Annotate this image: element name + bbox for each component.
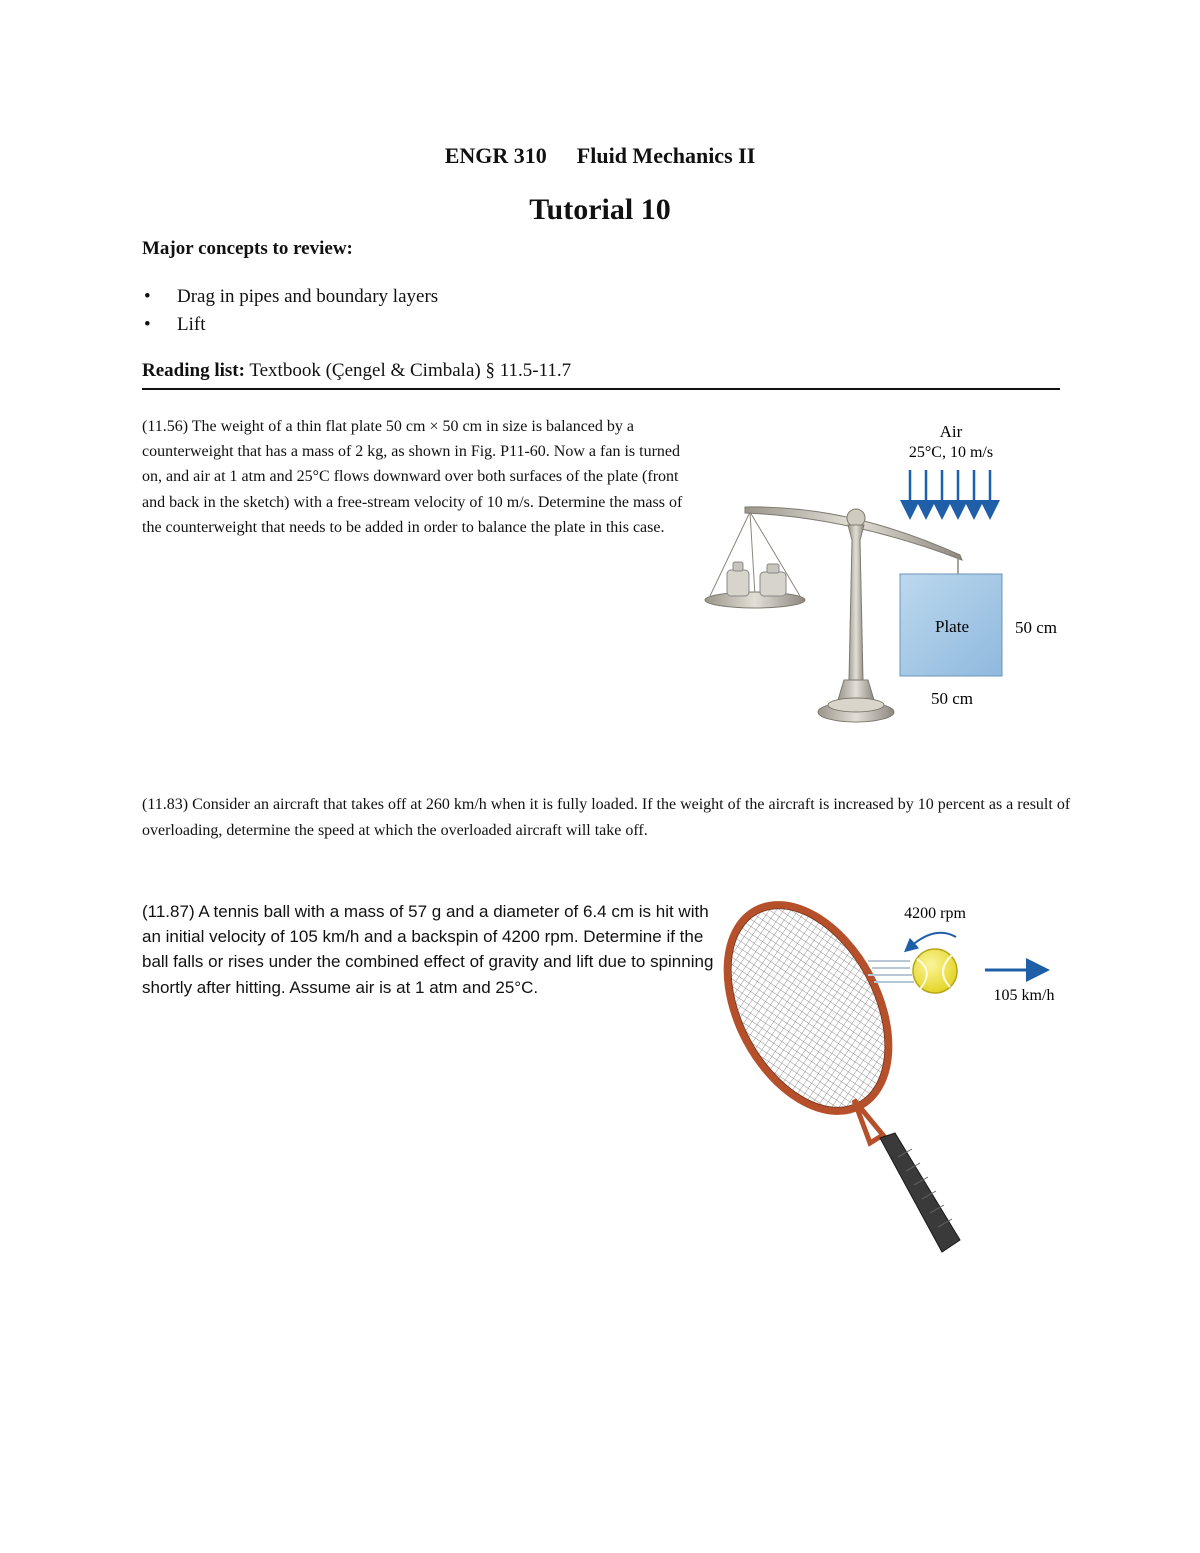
list-item-label: Lift: [177, 314, 206, 335]
reading-text: Textbook (Çengel & Cimbala) § 11.5-11.7: [244, 360, 572, 381]
course-name: Fluid Mechanics II: [576, 143, 756, 168]
plate-width-label: 50 cm: [930, 689, 974, 708]
reading-label: Reading list:: [142, 360, 245, 381]
concepts-heading: Major concepts to review:: [142, 238, 353, 259]
reading-list: [142, 360, 571, 382]
course-code: ENGR 310: [444, 143, 547, 168]
air-flow-arrows-icon: [910, 470, 990, 510]
course-heading: [0, 143, 1200, 169]
spin-label: 4200 rpm: [904, 905, 966, 922]
problem-11-87-text: (11.87) A tennis ball with a mass of 57 g and a diameter of 6.4 cm is hit with an initial velocity of 105 km/h and a backspin of 4200 rpm. Determine if the ball falls or rises under the combined effect of gravity and lift due to spinning shortly after hitting. Assume air is at 1 atm and 25°C.: [142, 902, 714, 997]
tennis-racket-figure: [720, 895, 1070, 1260]
balance-scale-figure: [700, 410, 1070, 750]
page-title: Tutorial 10: [529, 193, 671, 226]
tennis-racket-icon: [720, 895, 960, 1252]
section-divider: [142, 388, 1060, 390]
problem-11-83-text: (11.83) Consider an aircraft that takes off at 260 km/h when it is fully loaded. If the weight of the aircraft is increased by 10 percent as a result of overloading, determine the speed at which the overloaded aircraft will take off.: [142, 796, 1071, 839]
plate-label: Plate: [935, 617, 969, 636]
bullet-icon: •: [144, 314, 151, 335]
backspin-arrow-icon: [910, 933, 956, 947]
velocity-label: 105 km/h: [993, 987, 1055, 1004]
plate-height-label: 50 cm: [1014, 618, 1058, 637]
air-label: Air: [939, 422, 963, 441]
bullet-icon: •: [144, 286, 151, 307]
list-item: [142, 311, 438, 339]
concepts-list: [142, 283, 438, 339]
problem-11-56-text: (11.56) The weight of a thin flat plate 50 cm × 50 cm in size is balanced by a counterweight that has a mass of 2 kg, as shown in Fig. P11-60. Now a fan is turned on, and air at 1 atm and 25°C flows downward over both surfaces of the plate (front and back in the sketch) with a free-stream velocity of 10 m/s. Determine the mass of the counterweight that needs to be added in order to balance the plate in this case.: [142, 418, 683, 536]
list-item-label: Drag in pipes and boundary layers: [177, 286, 439, 307]
air-condition-label: 25°C, 10 m/s: [908, 444, 994, 461]
list-item: [142, 283, 438, 311]
